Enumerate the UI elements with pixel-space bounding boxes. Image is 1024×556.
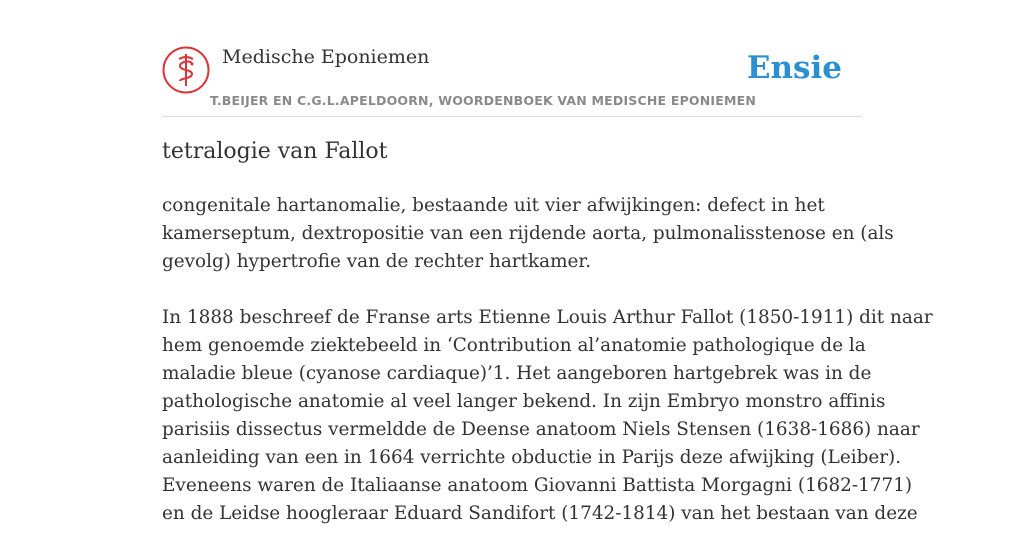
text-line: kamerseptum, dextropositie van een rijdende aorta, pulmonalisstenose en (als xyxy=(162,223,894,244)
caduceus-icon xyxy=(162,46,210,94)
text-line: Eveneens waren de Italiaanse anatoom Giovanni Battista Morgagni (1682-1771) xyxy=(162,475,913,496)
paragraph xyxy=(162,192,894,276)
text-line: congenitale hartanomalie, bestaande uit vier afwijkingen: defect in het xyxy=(162,195,825,216)
text-line: pathologische anatomie al veel langer bekend. In zijn Embryo monstro affinis xyxy=(162,391,886,412)
source-header xyxy=(162,46,862,117)
entry-title: tetralogie van Fallot xyxy=(162,139,388,164)
text-line: maladie bleue (cyanose cardiaque)’1. Het aangeboren hartgebrek was in de xyxy=(162,363,872,384)
text-line: hem genoemde ziektebeeld in ‘Contribution al’anatomie pathologique de la xyxy=(162,335,866,356)
text-line: parisiis dissectus vermeldde de Deense anatoom Niels Stensen (1638-1686) naar xyxy=(162,419,920,440)
entry-body xyxy=(162,192,933,556)
text-line: en de Leidse hoogleraar Eduard Sandifort (1742-1814) van het bestaan van deze xyxy=(162,503,918,524)
brand-logo[interactable]: Ensie xyxy=(746,50,842,86)
text-line: aanleiding van een in 1664 verrichte obductie in Parijs deze afwijking (Leiber). xyxy=(162,447,902,468)
text-line: gevolg) hypertrofie van de rechter hartkamer. xyxy=(162,251,592,272)
paragraph xyxy=(162,304,933,528)
source-title[interactable]: Medische Eponiemen xyxy=(222,46,430,68)
source-subtitle: T.BEIJER EN C.G.L.APELDOORN, WOORDENBOEK VAN MEDISCHE EPONIEMEN xyxy=(210,93,757,108)
text-line: In 1888 beschreef de Franse arts Etienne Louis Arthur Fallot (1850-1911) dit naar xyxy=(162,307,933,328)
